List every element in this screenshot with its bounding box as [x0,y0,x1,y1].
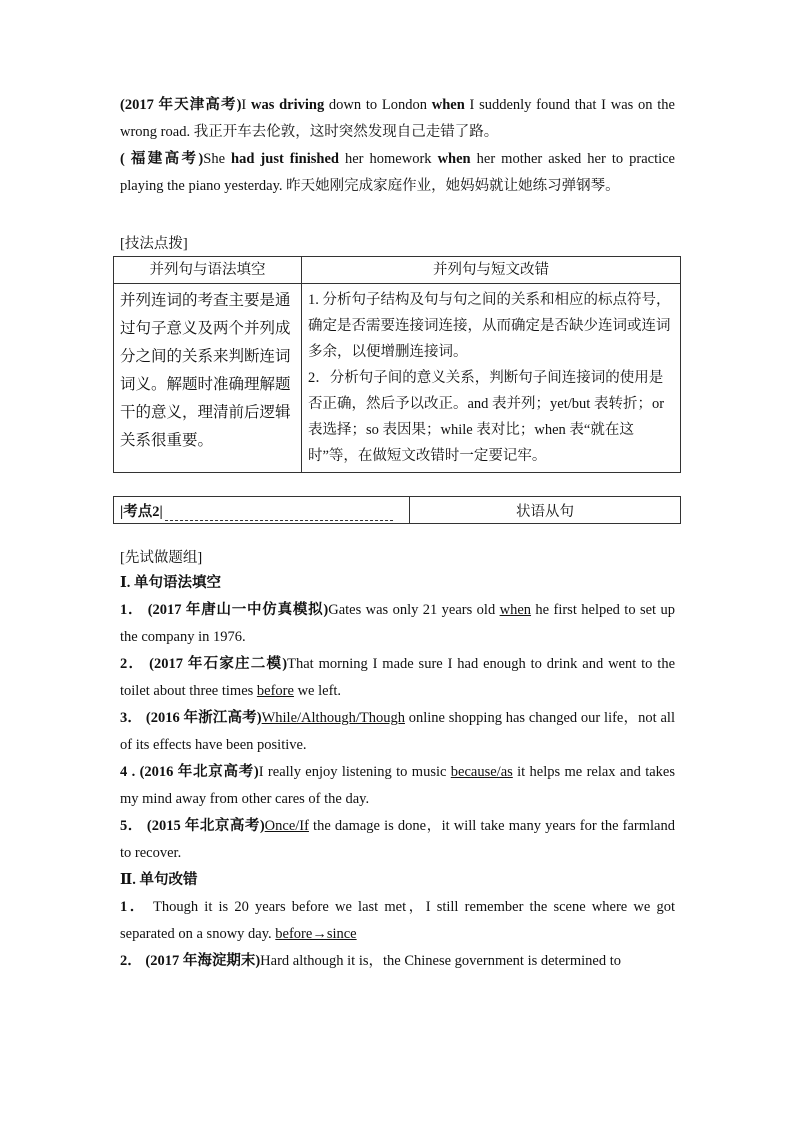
item-text: Gates was only 21 years old [328,602,500,618]
section-1-items [120,597,675,867]
item-text: I really enjoy listening to music [258,764,451,780]
example-sentence [120,146,675,200]
section-2-items [120,894,675,975]
example-text: down to London [324,97,432,113]
item-text: we left. [293,683,342,699]
item-number: 5． [120,818,147,834]
item-number: 2． [120,656,150,672]
example-keyword: was driving [250,97,325,113]
item-number: 2． [120,953,146,969]
kaodian-label: |考点2| [120,503,163,520]
item-source: (2017 年唐山一中仿真模拟) [147,602,329,618]
example-keyword: when [431,97,465,113]
kaodian-dash-line [165,508,393,521]
exercise-item [120,597,675,651]
item-source: (2016 年浙江高考) [145,710,262,726]
item-number: 1． [120,899,154,915]
item-number: 3． [120,710,146,726]
item-source: (2015 年北京高考) [146,818,265,834]
example-keyword: when [437,151,471,167]
example-text: her mother asked her to practice playing the piano yesterday. 昨天她刚完成家庭作业，她妈妈就让她练习弹钢琴。 [120,151,675,194]
exercise-item [120,759,675,813]
item-source: (2017 年海淀期末) [145,953,261,969]
item-text: it helps me relax and takes my mind away from other cares of the day. [120,764,675,807]
item-answer: before→since [275,926,357,942]
section-1-title: Ⅰ. 单句语法填空 [120,575,222,591]
tips-table [113,256,681,473]
item-text: the damage is done，it will take many years for the farmland to recover. [120,818,675,861]
tips-col2-point1: 1. 分析句子结构及句与句之间的关系和相应的标点符号，确定是否需要连接词连接，从而确定是否缺少连词或连词多余，以便增删连接词。 [308,292,671,360]
item-number: 4 . [120,764,140,780]
tips-col2-header: 并列句与短文改错 [302,257,681,284]
item-text: Though it is 20 years before we last met，I still remember the scene where we got separated on a snowy day. [120,899,676,942]
kaodian-title: 状语从句 [410,497,681,524]
example-keyword: had just finished [231,151,339,167]
item-answer: when [499,602,532,618]
example-text: I suddenly found that I was on the wrong road. 我正开车去伦敦，这时突然发现自己走错了路。 [120,97,675,140]
item-number: 1． [120,602,148,618]
tips-col1-body: 并列连词的考查主要是通过句子意义及两个并列成分之间的关系来判断连词词义。解题时准确理解题干的意义，理清前后逻辑关系很重要。 [114,284,302,473]
kaodian-table [113,496,681,524]
kaodian-label-cell [114,497,410,524]
example-text: her homework [338,151,438,167]
item-answer: While/Although/Though [261,710,405,726]
item-source: (2017 年石家庄二模) [149,656,288,672]
exercise-label: [先试做题组] [120,550,203,566]
example-sentences [120,92,675,200]
tips-col1-header: 并列句与语法填空 [114,257,302,284]
tips-col2-point2: 2．分析句子间的意义关系，判断句子间连接词的使用是否正确，然后予以改正。and 表并列；yet/but 表转折；or 表选择；so 表因果；while 表对比；when 表“就在这时”等，在做短文改错时一定要记牢。 [308,370,665,464]
item-source: (2016 年北京高考) [139,764,259,780]
section-2-title: Ⅱ. 单句改错 [120,872,198,888]
item-text: he first helped to set up the company in 1976. [120,602,675,645]
example-sentence [120,92,675,146]
item-answer: because/as [450,764,513,780]
exercise-item [120,705,675,759]
example-source: (2017 年天津高考) [120,97,242,113]
tips-col2-body [302,284,681,473]
example-text: I [241,97,251,113]
item-text: online shopping has changed our life，not all of its effects have been positive. [120,710,675,753]
item-answer: before [256,683,294,699]
item-text: Hard although it is，the Chinese government is determined to [260,953,621,969]
example-source: ( 福建高考) [120,151,204,167]
exercise-item [120,813,675,867]
document-page [120,92,675,975]
exercise-item [120,651,675,705]
tips-label: [技法点拨] [120,236,188,252]
example-text: She [203,151,232,167]
exercise-item [120,948,675,975]
item-answer: Once/If [264,818,309,834]
exercise-item [120,894,675,948]
item-text: That morning I made sure I had enough to drink and went to the toilet about three times [120,656,676,699]
